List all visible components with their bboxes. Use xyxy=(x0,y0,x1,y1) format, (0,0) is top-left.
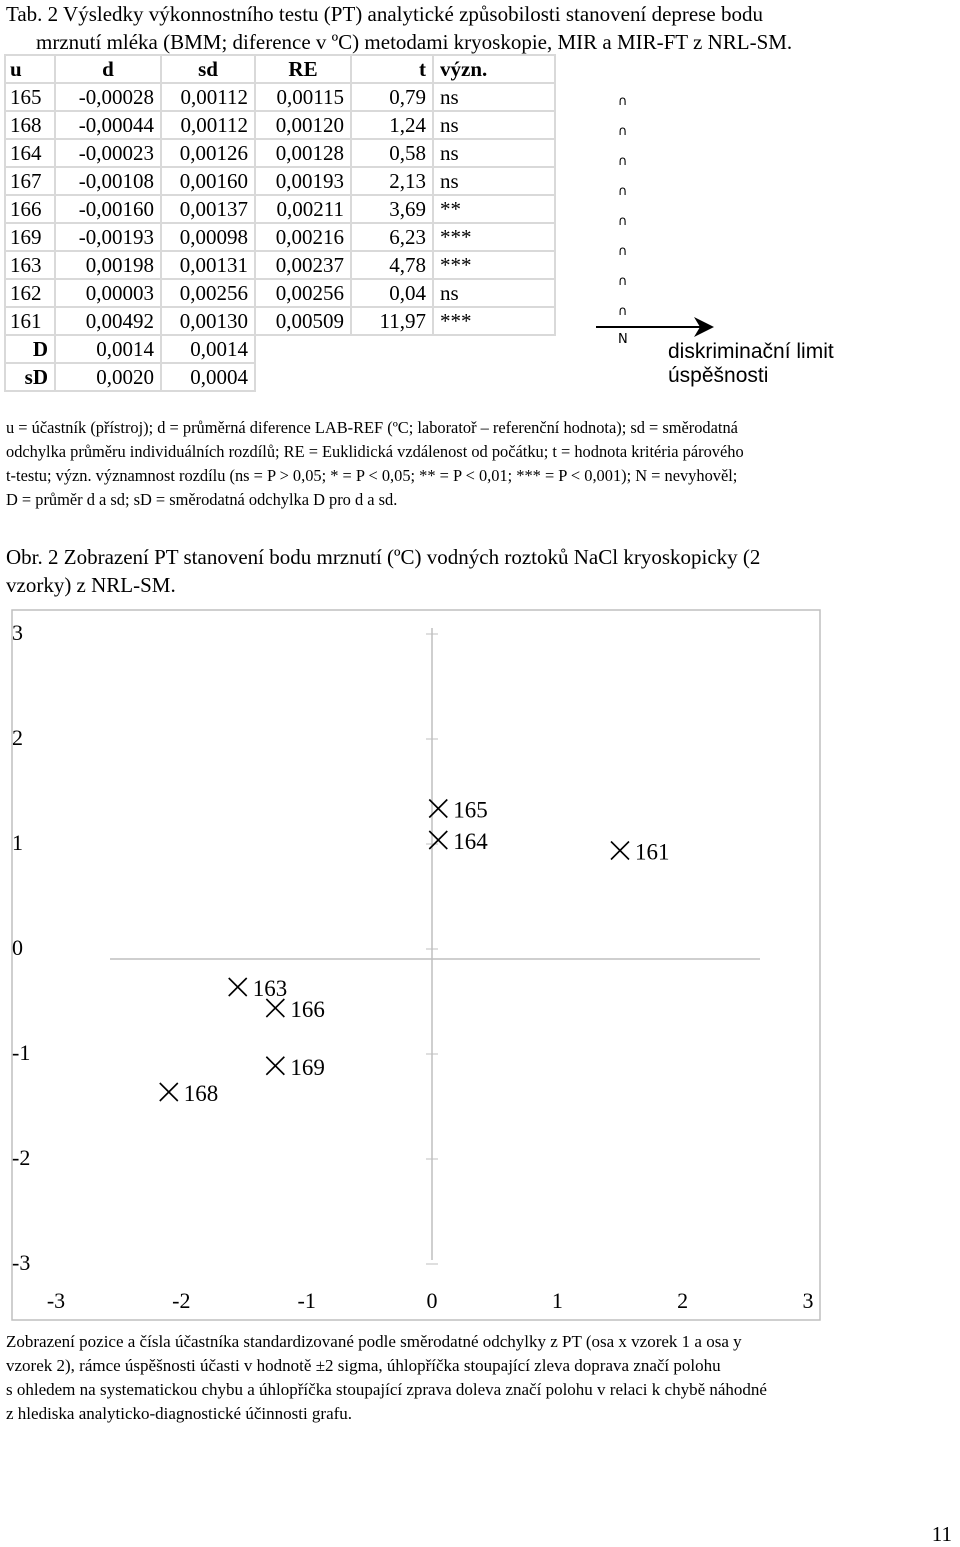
row-mark: ∩ xyxy=(618,94,628,109)
cell-significance: ** xyxy=(433,195,555,223)
table-row xyxy=(5,195,555,223)
cell-t: 0,79 xyxy=(351,83,433,111)
data-point-169 xyxy=(266,1057,284,1075)
cell-re: 0,00237 xyxy=(255,251,351,279)
x-tick-label: -3 xyxy=(46,1288,66,1313)
scatter-chart xyxy=(0,600,960,1325)
row-mark: N xyxy=(618,332,628,347)
y-tick-label: 1 xyxy=(12,830,23,855)
point-label: 163 xyxy=(252,976,288,1001)
x-tick-label: 0 xyxy=(426,1288,438,1313)
cell-participant: 166 xyxy=(5,195,55,223)
cell-sd: 0,00130 xyxy=(161,307,255,335)
cell-d: -0,00193 xyxy=(55,223,161,251)
figure-legend-line-2: vzorek 2), rámce úspěšnosti účasti v hodnotě ±2 sigma, úhlopříčka stoupající zleva doprava značí polohu xyxy=(6,1356,721,1375)
point-label: 169 xyxy=(290,1054,325,1080)
cell-d: -0,00160 xyxy=(55,195,161,223)
cell-re: 0,00211 xyxy=(255,195,351,223)
cell-re: 0,00509 xyxy=(255,307,351,335)
header-sd: sd xyxy=(161,55,255,83)
discrimination-line-1: diskriminační limit xyxy=(668,340,834,363)
cell-participant: 167 xyxy=(5,167,55,195)
table-row xyxy=(5,223,555,251)
cell-d: -0,00044 xyxy=(55,111,161,139)
figure-caption-line-2: vzorky) z NRL-SM. xyxy=(6,573,176,597)
row-mark: ∩ xyxy=(618,214,628,229)
header-d: d xyxy=(55,55,161,83)
summary-sd: 0,0004 xyxy=(161,363,255,391)
cell-significance: ns xyxy=(433,139,555,167)
arrow-icon xyxy=(596,315,726,339)
cell-re: 0,00216 xyxy=(255,223,351,251)
header-significance: význ. xyxy=(433,55,555,83)
cell-re: 0,00120 xyxy=(255,111,351,139)
cell-re: 0,00115 xyxy=(255,83,351,111)
table-legend-line-4: D = průměr d a sd; sD = směrodatná odchylka D pro d a sd. xyxy=(6,490,398,509)
row-mark: ∩ xyxy=(618,304,628,319)
row-mark: ∩ xyxy=(618,184,628,199)
data-point-161 xyxy=(611,842,629,860)
cell-significance: ns xyxy=(433,167,555,195)
cell-significance: *** xyxy=(433,307,555,335)
cell-significance: *** xyxy=(433,223,555,251)
x-tick-label: 3 xyxy=(802,1288,814,1313)
cell-sd: 0,00126 xyxy=(161,139,255,167)
summary-sd: 0,0014 xyxy=(161,335,255,363)
cell-sd: 0,00137 xyxy=(161,195,255,223)
table-caption xyxy=(6,0,956,56)
discrimination-note xyxy=(668,340,928,388)
page-number: 11 xyxy=(931,1522,952,1546)
header-t: t xyxy=(351,55,433,83)
table-row xyxy=(5,251,555,279)
table-row xyxy=(5,139,555,167)
x-tick-label: -1 xyxy=(297,1288,316,1313)
cell-significance: ns xyxy=(433,111,555,139)
y-tick-label: -3 xyxy=(12,1250,31,1275)
cell-sd: 0,00131 xyxy=(161,251,255,279)
plot-frame xyxy=(12,610,820,1320)
summary-label: D xyxy=(5,335,55,363)
figure-caption-line-1: Obr. 2 Zobrazení PT stanovení bodu mrznutí (ºC) vodných roztoků NaCl kryoskopicky (2 xyxy=(6,545,761,569)
cell-sd: 0,00098 xyxy=(161,223,255,251)
cell-re: 0,00128 xyxy=(255,139,351,167)
figure-caption xyxy=(6,543,956,599)
point-label: 168 xyxy=(183,1081,219,1106)
header-u: u xyxy=(5,55,55,83)
cell-participant: 163 xyxy=(5,251,55,279)
cell-participant: 165 xyxy=(5,83,55,111)
table-row xyxy=(5,307,555,335)
y-tick-label: 3 xyxy=(12,620,23,645)
header-re: RE xyxy=(255,55,351,83)
cell-sd: 0,00112 xyxy=(161,83,255,111)
table-legend-line-1: u = účastník (přístroj); d = průměrná diference LAB-REF (ºC; laboratoř – referenční hodnota); sd = směrodatná xyxy=(6,418,738,437)
cell-t: 3,69 xyxy=(351,195,433,223)
table-legend-line-2: odchylka průměru individuálních rozdílů; RE = Euklidická vzdálenost od počátku; t = hodnota kritéria párového xyxy=(6,442,744,461)
table-row xyxy=(5,279,555,307)
discrimination-line-2: úspěšnosti xyxy=(668,364,769,387)
cell-participant: 164 xyxy=(5,139,55,167)
figure-legend-line-1: Zobrazení pozice a čísla účastníka standardizované podle směrodatné odchylky z PT (osa x vzorek 1 a osa y xyxy=(6,1332,742,1351)
row-mark: ∩ xyxy=(618,274,628,289)
empty-cell xyxy=(255,363,555,391)
cell-sd: 0,00256 xyxy=(161,279,255,307)
y-tick-label: -2 xyxy=(12,1145,31,1170)
cell-significance: ns xyxy=(433,83,555,111)
figure-legend xyxy=(6,1330,956,1426)
cell-re: 0,00193 xyxy=(255,167,351,195)
summary-d: 0,0014 xyxy=(55,335,161,363)
empty-cell xyxy=(255,335,555,363)
point-label: 161 xyxy=(635,839,670,865)
cell-t: 6,23 xyxy=(351,223,433,251)
cell-participant: 161 xyxy=(5,307,55,335)
table-caption-line-2: mrznutí mléka (BMM; diference v ºC) metodami kryoskopie, MIR a MIR-FT z NRL-SM. xyxy=(36,30,793,54)
point-label: 166 xyxy=(290,997,325,1022)
point-label: 164 xyxy=(453,829,488,854)
data-point-163 xyxy=(229,978,247,996)
data-point-166 xyxy=(266,999,284,1017)
y-tick-label: 0 xyxy=(12,935,23,960)
cell-participant: 169 xyxy=(5,223,55,251)
cell-re: 0,00256 xyxy=(255,279,351,307)
summary-row-d xyxy=(5,335,555,363)
summary-label: sD xyxy=(5,363,55,391)
cell-significance: ns xyxy=(433,279,555,307)
cell-significance: *** xyxy=(433,251,555,279)
cell-d: 0,00198 xyxy=(55,251,161,279)
cell-sd: 0,00160 xyxy=(161,167,255,195)
cell-d: 0,00003 xyxy=(55,279,161,307)
cell-t: 0,58 xyxy=(351,139,433,167)
cell-t: 0,04 xyxy=(351,279,433,307)
y-tick-label: 2 xyxy=(12,725,23,750)
cell-participant: 162 xyxy=(5,279,55,307)
cell-d: 0,00492 xyxy=(55,307,161,335)
row-mark: ∩ xyxy=(618,154,628,169)
summary-d: 0,0020 xyxy=(55,363,161,391)
cell-t: 2,13 xyxy=(351,167,433,195)
table-row xyxy=(5,167,555,195)
data-point-168 xyxy=(160,1083,178,1101)
cell-t: 11,97 xyxy=(351,307,433,335)
table-row xyxy=(5,83,555,111)
figure-legend-line-4: z hlediska analyticko-diagnostické účinnosti grafu. xyxy=(6,1404,353,1423)
table-caption-line-1: Tab. 2 Výsledky výkonnostního testu (PT) analytické způsobilosti stanovení deprese bodu xyxy=(6,2,763,26)
table-legend-line-3: t-testu; význ. významnost rozdílu (ns = P > 0,05; * = P < 0,05; ** = P < 0,01; *** = P < 0,001); N = nevyhověl; xyxy=(6,466,738,485)
results-table xyxy=(4,54,556,392)
cell-t: 4,78 xyxy=(351,251,433,279)
cell-d: -0,00028 xyxy=(55,83,161,111)
cell-sd: 0,00112 xyxy=(161,111,255,139)
table-legend xyxy=(6,416,956,512)
summary-row-sd xyxy=(5,363,555,391)
cell-d: -0,00023 xyxy=(55,139,161,167)
x-tick-label: 1 xyxy=(551,1288,563,1313)
table-header-row xyxy=(5,55,555,83)
row-mark: ∩ xyxy=(618,124,628,139)
figure-legend-line-3: s ohledem na systematickou chybu a úhlopříčka stoupající zprava doleva značí polohu v relaci k chybě náhodné xyxy=(6,1380,767,1399)
x-tick-label: -2 xyxy=(172,1288,191,1313)
cell-participant: 168 xyxy=(5,111,55,139)
point-label: 165 xyxy=(453,797,488,823)
y-tick-label: -1 xyxy=(12,1040,31,1065)
row-mark: ∩ xyxy=(618,244,628,259)
cell-t: 1,24 xyxy=(351,111,433,139)
table-row xyxy=(5,111,555,139)
x-tick-label: 2 xyxy=(677,1288,689,1313)
cell-d: -0,00108 xyxy=(55,167,161,195)
